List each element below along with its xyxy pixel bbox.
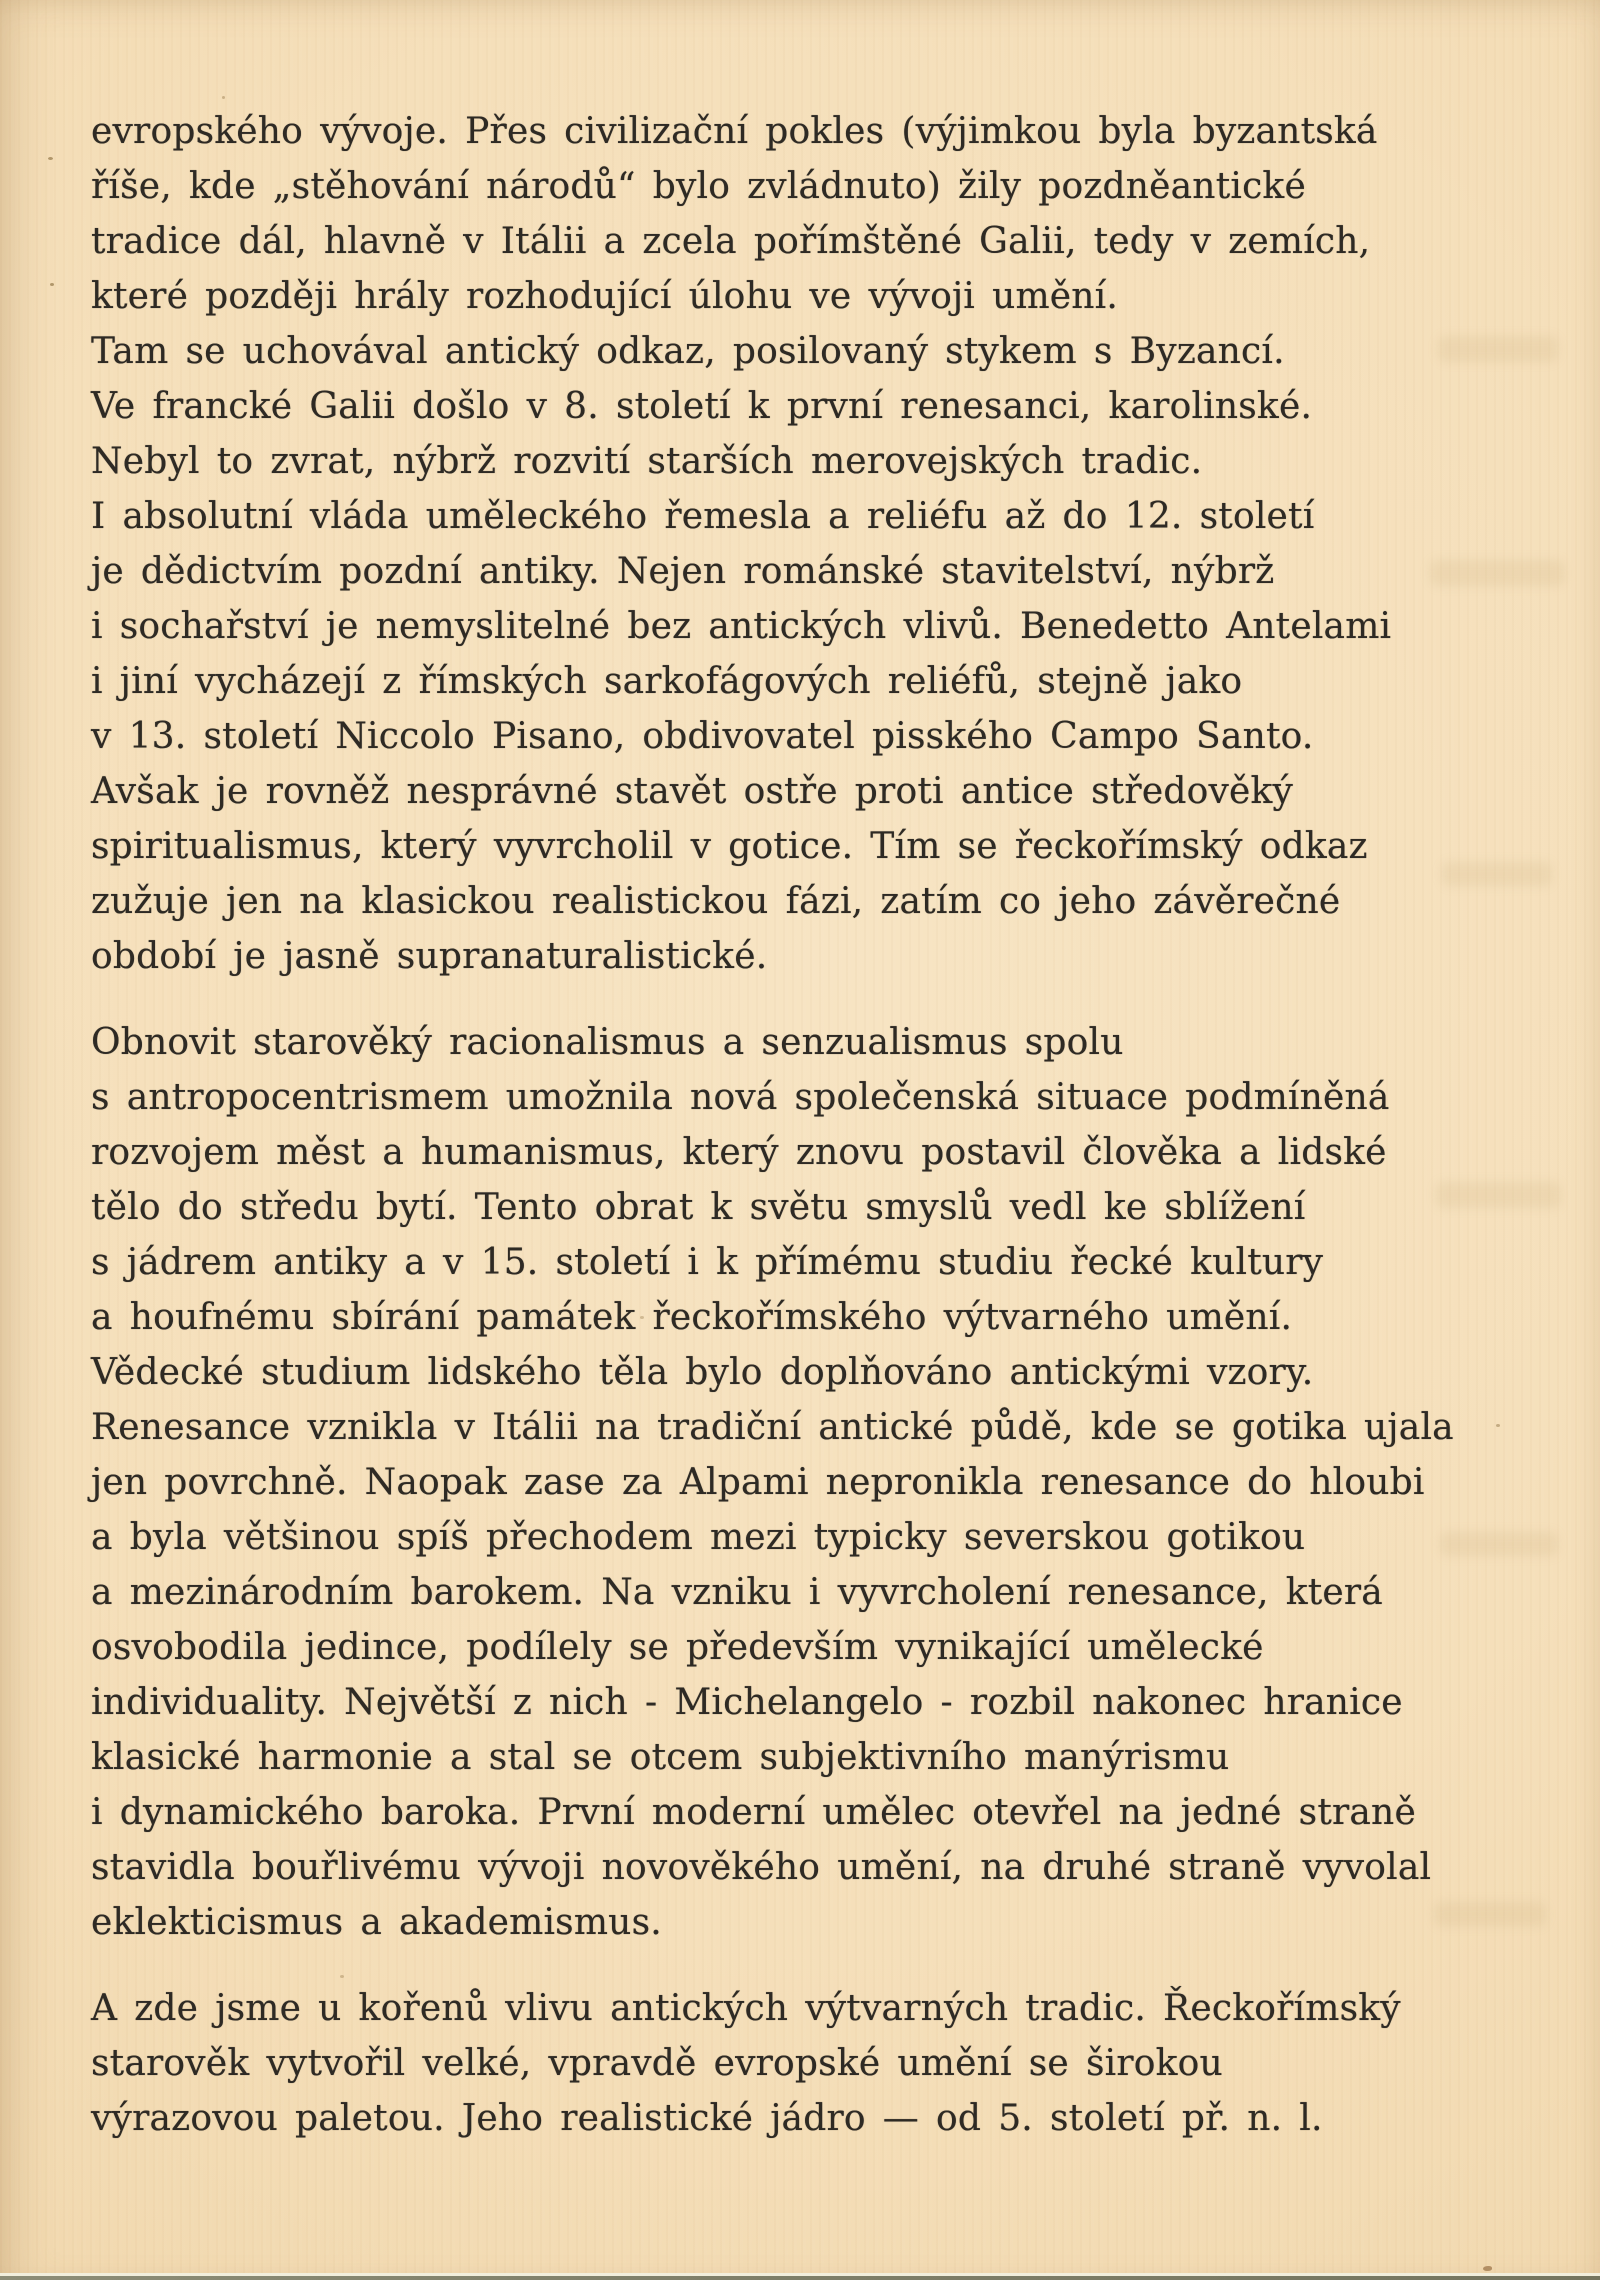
text-line: evropského vývoje. Přes civilizační pokles (výjimkou byla byzantská — [91, 111, 1378, 152]
text-line: a byla většinou spíš přechodem mezi typicky severskou gotikou — [91, 1517, 1306, 1558]
text-line: I absolutní vláda uměleckého řemesla a reliéfu až do 12. století — [91, 496, 1315, 537]
paper-speck — [340, 1975, 344, 1978]
text-line: Vědecké studium lidského těla bylo doplňováno antickými vzory. — [91, 1352, 1314, 1393]
text-line: i dynamického baroka. První moderní umělec otevřel na jedné straně — [91, 1792, 1416, 1833]
text-line: stavidla bouřlivému vývoji novověkého umění, na druhé straně vyvolal — [91, 1847, 1432, 1888]
ink-showthrough-smudge — [1442, 862, 1552, 886]
text-line: Nebyl to zvrat, nýbrž rozvití starších merovejských tradic. — [91, 441, 1203, 482]
paper-speck — [1483, 2266, 1492, 2271]
text-line: a houfnému sbírání památek řeckořímského výtvarného umění. — [91, 1297, 1293, 1338]
text-line: i sochařství je nemyslitelné bez antických vlivů. Benedetto Antelami — [91, 606, 1392, 647]
ink-showthrough-smudge — [1436, 1182, 1561, 1208]
text-line: období je jasně supranaturalistické. — [91, 936, 768, 977]
text-line: osvobodila jedince, podílely se především vynikající umělecké — [91, 1627, 1264, 1668]
ink-showthrough-smudge — [1430, 560, 1565, 586]
paragraph-3 — [91, 1981, 1511, 2146]
text-line: Avšak je rovněž nesprávné stavět ostře proti antice středověký — [91, 771, 1294, 812]
paragraph-2 — [91, 1015, 1511, 1950]
text-line: klasické harmonie a stal se otcem subjektivního manýrismu — [91, 1737, 1230, 1778]
text-line: je dědictvím pozdní antiky. Nejen románské stavitelství, nýbrž — [91, 551, 1275, 592]
text-line: spiritualismus, který vyvrcholil v gotice. Tím se řeckořímský odkaz — [91, 826, 1368, 867]
text-line: starověk vytvořil velké, vpravdě evropské umění se širokou — [91, 2043, 1223, 2084]
paper-speck — [640, 1316, 644, 1319]
text-line: tradice dál, hlavně v Itálii a zcela pořímštěné Galii, tedy v zemích, — [91, 221, 1371, 262]
page-bottom-edge — [0, 2276, 1600, 2280]
text-line: které později hrály rozhodující úlohu ve vývoji umění. — [91, 276, 1119, 317]
paper-speck — [48, 157, 53, 160]
text-line: rozvojem měst a humanismus, který znovu postavil člověka a lidské — [91, 1132, 1387, 1173]
text-line: říše, kde „stěhování národů“ bylo zvládnuto) žily pozdněantické — [91, 166, 1306, 207]
text-line: s jádrem antiky a v 15. století i k přímému studiu řecké kultury — [91, 1242, 1324, 1283]
text-line: Obnovit starověký racionalismus a senzualismus spolu — [91, 1022, 1124, 1063]
text-line: a mezinárodním barokem. Na vzniku i vyvrcholení renesance, která — [91, 1572, 1383, 1613]
text-line: A zde jsme u kořenů vlivu antických výtvarných tradic. Řeckořímský — [91, 1988, 1401, 2029]
paper-speck — [1050, 690, 1053, 693]
ink-showthrough-smudge — [1434, 1902, 1546, 1926]
text-line: eklekticismus a akademismus. — [91, 1902, 662, 1943]
text-line: Tam se uchovával antický odkaz, posilovaný stykem s Byzancí. — [91, 331, 1285, 372]
text-line: individuality. Největší z nich - Michelangelo - rozbil nakonec hranice — [91, 1682, 1403, 1723]
paper-speck — [222, 96, 225, 99]
paper-speck — [1496, 1424, 1500, 1427]
text-line: výrazovou paletou. Jeho realistické jádro — od 5. století př. n. l. — [91, 2098, 1323, 2139]
text-line: jen povrchně. Naopak zase za Alpami nepronikla renesance do hloubi — [91, 1462, 1425, 1503]
text-line: v 13. století Niccolo Pisano, obdivovatel pisského Campo Santo. — [91, 716, 1314, 757]
text-line: Renesance vznikla v Itálii na tradiční antické půdě, kde se gotika ujala — [91, 1407, 1454, 1448]
text-line: Ve francké Galii došlo v 8. století k první renesanci, karolinské. — [91, 386, 1313, 427]
paper-speck — [50, 283, 54, 286]
ink-showthrough-smudge — [1438, 336, 1558, 362]
text-line: i jiní vycházejí z římských sarkofágových reliéfů, stejně jako — [91, 661, 1243, 702]
text-line: tělo do středu bytí. Tento obrat k světu smyslů vedl ke sblížení — [91, 1187, 1306, 1228]
text-line: s antropocentrismem umožnila nová společenská situace podmíněná — [91, 1077, 1390, 1118]
text-line: zužuje jen na klasickou realistickou fázi, zatím co jeho závěrečné — [91, 881, 1341, 922]
ink-showthrough-smudge — [1440, 1532, 1558, 1556]
paragraph-1 — [91, 104, 1511, 984]
text-column — [91, 104, 1511, 2146]
